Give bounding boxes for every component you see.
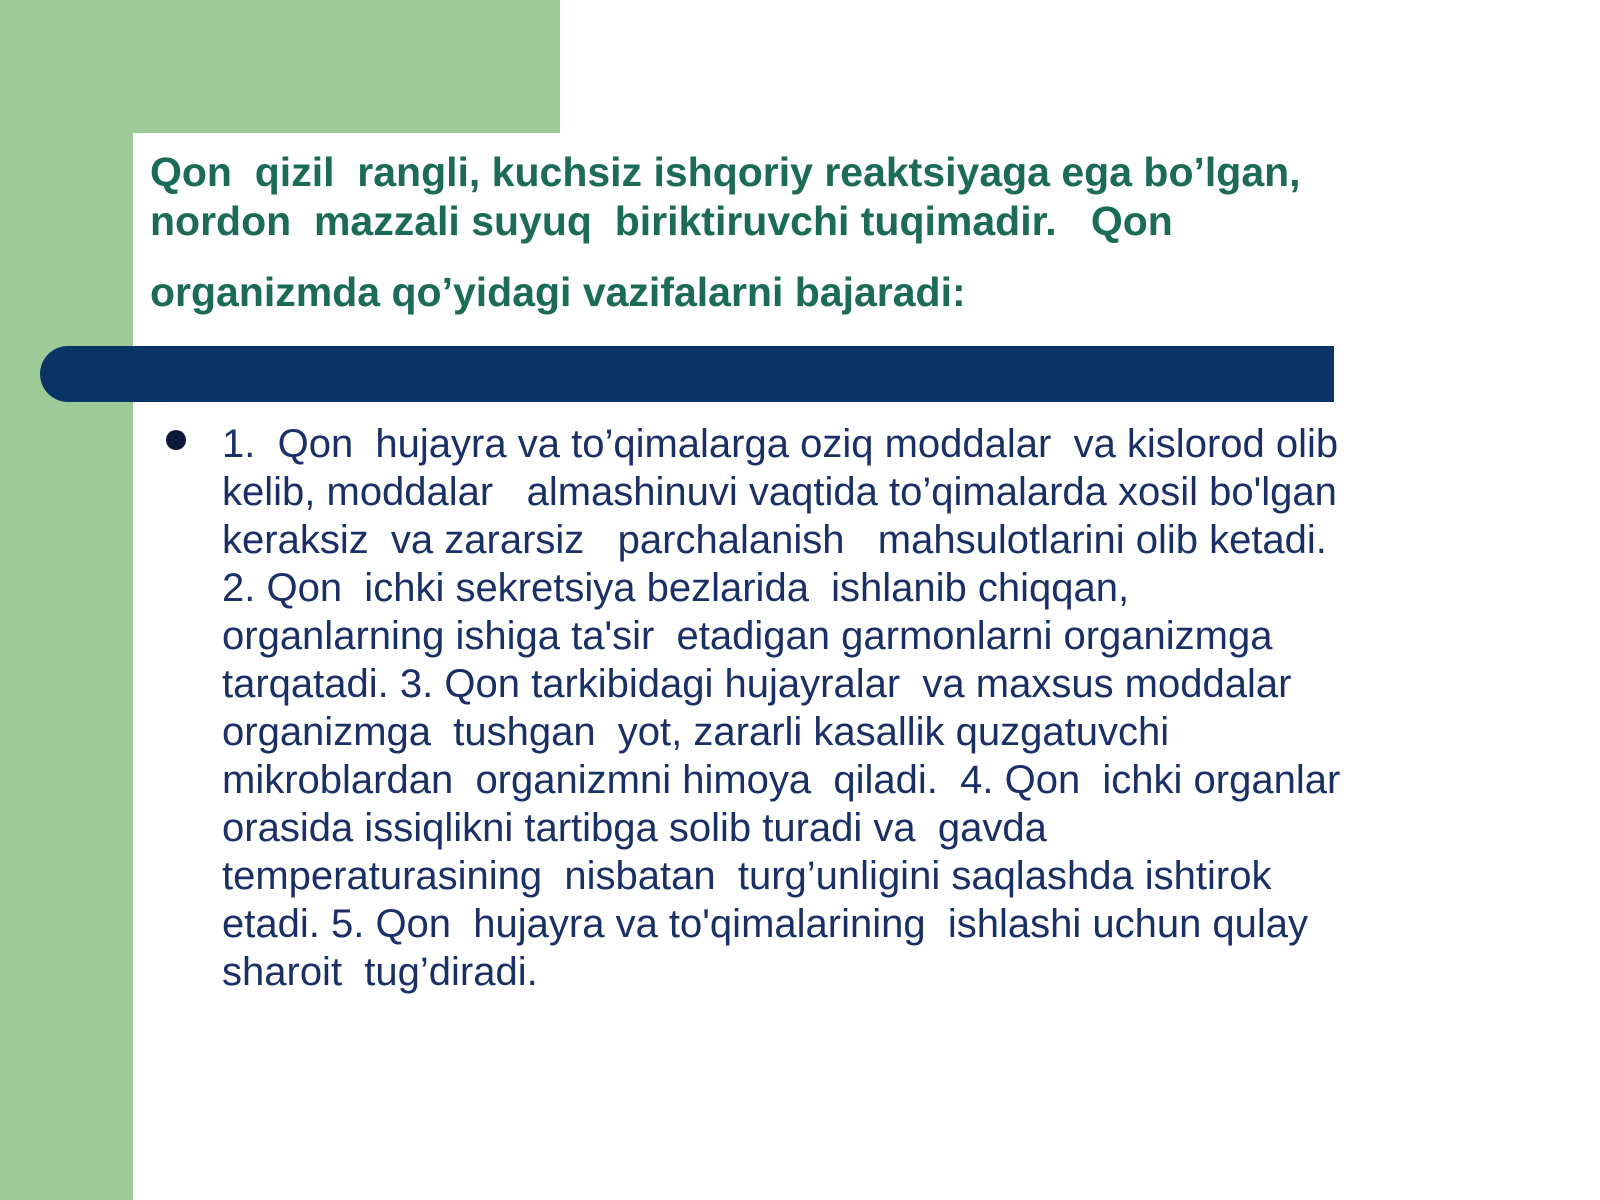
body-line: tarqatadi. 3. Qon tarkibidagi hujayralar va maxsus moddalar <box>222 662 1292 706</box>
bullet-text <box>222 420 1562 996</box>
body-line: kelib, moddalar almashinuvi vaqtida to’qimalarda xosil bo'lgan <box>222 470 1337 514</box>
green-accent-left <box>0 0 133 1200</box>
body-line: organizmga tushgan yot, zararli kasallik quzgatuvchi <box>222 710 1170 754</box>
body-line: 1. Qon hujayra va to’qimalarga oziq moddalar va kislorod olib <box>222 422 1339 466</box>
green-accent-top <box>0 0 560 133</box>
title-line: nordon mazzali suyuq biriktiruvchi tuqimadir. Qon <box>150 198 1173 244</box>
title-line: organizmda qo’yidagi vazifalarni bajaradi: <box>150 269 966 315</box>
slide-title <box>150 148 1450 317</box>
body-line: etadi. 5. Qon hujayra va to'qimalarining ishlashi uchun qulay <box>222 902 1309 946</box>
body-line: mikroblardan organizmni himoya qiladi. 4. Qon ichki organlar <box>222 758 1341 802</box>
body-line: temperaturasining nisbatan turg’unligini saqlashda ishtirok <box>222 854 1272 898</box>
body-line: sharoit tug’diradi. <box>222 950 538 994</box>
body-line: 2. Qon ichki sekretsiya bezlarida ishlanib chiqqan, <box>222 566 1130 610</box>
bullet-icon <box>166 430 186 450</box>
divider-band <box>40 346 1334 402</box>
body-line: orasida issiqlikni tartibga solib turadi va gavda <box>222 806 1047 850</box>
body-line: keraksiz va zararsiz parchalanish mahsulotlarini olib ketadi. <box>222 518 1327 562</box>
title-line: Qon qizil rangli, kuchsiz ishqoriy reaktsiyaga ega bo’lgan, <box>150 149 1301 195</box>
body-line: organlarning ishiga ta'sir etadigan garmonlarni organizmga <box>222 614 1273 658</box>
